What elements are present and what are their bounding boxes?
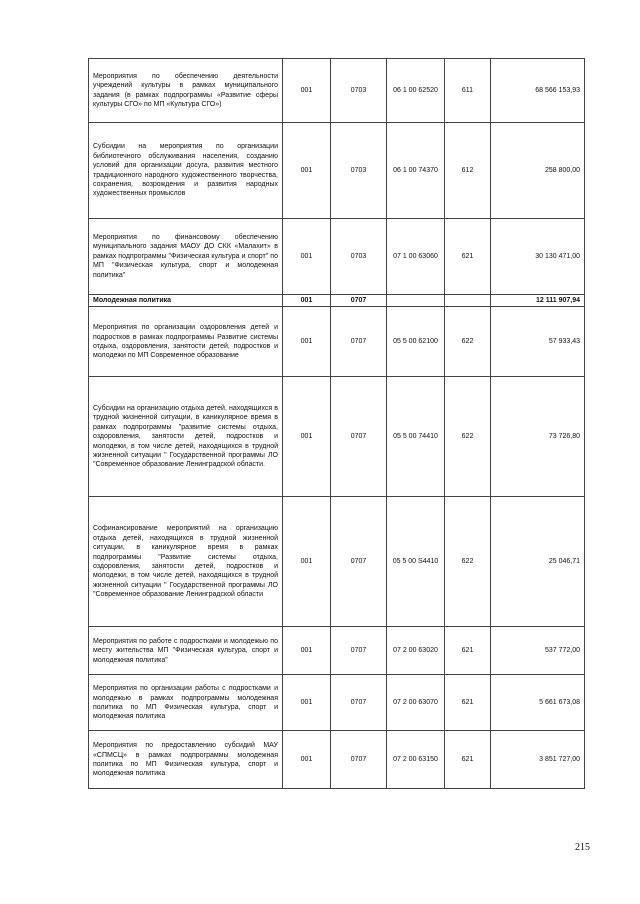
row-amount: 537 772,00	[491, 627, 585, 675]
row-section: 0707	[331, 675, 387, 731]
table-row-section-header	[89, 295, 585, 307]
table-row	[89, 219, 585, 295]
row-type: 621	[445, 627, 491, 675]
row-name: Мероприятия по предоставлению субсидий МАУ «СПМСЦ» в рамках подпрограммы молодежная политика по МП Физическая культура, спорт и молодежная политика	[89, 731, 283, 789]
row-target: 07 2 00 63070	[387, 675, 445, 731]
row-name: Субсидии на организацию отдыха детей, находящихся в трудной жизненной ситуации, в каникулярное время в рамках подпрограммы "развитие системы отдыха, оздоровления, занятости детей, подростков и молодежи, в том числе детей, находящихся в трудной жизненной ситуации " Государственной программы ЛО "Современное образование Ленинградской области.	[89, 377, 283, 497]
row-type: 622	[445, 307, 491, 377]
row-target: 07 2 00 63150	[387, 731, 445, 789]
row-type: 621	[445, 675, 491, 731]
budget-table	[88, 58, 585, 789]
row-amount: 258 800,00	[491, 123, 585, 219]
table-row	[89, 123, 585, 219]
row-amount: 3 851 727,00	[491, 731, 585, 789]
row-name: Софинансирование мероприятий на организацию отдыха детей, находящихся в трудной жизненной ситуации, в каникулярное время в рамках подпрограммы "Развитие системы отдыха, оздоровления, занятости детей, подростков и молодежи, в том числе детей, находящихся в трудной жизненной ситуации " Государственной программы ЛО "Современное образование Ленинградской области	[89, 497, 283, 627]
table-row	[89, 731, 585, 789]
row-grbs: 001	[283, 123, 331, 219]
table-row	[89, 59, 585, 123]
row-type: 622	[445, 497, 491, 627]
row-target: 07 2 00 63020	[387, 627, 445, 675]
row-target: 06 1 00 74370	[387, 123, 445, 219]
page-number: 215	[575, 842, 590, 853]
row-grbs: 001	[283, 731, 331, 789]
row-target: 07 1 00 63060	[387, 219, 445, 295]
row-type: 622	[445, 377, 491, 497]
row-section: 0707	[331, 295, 387, 307]
row-name: Мероприятия по организации оздоровления детей и подростков в рамках подпрограммы Развитие системы отдыха, оздоровления, занятости детей, подростков и молодежи по МП Современное образование	[89, 307, 283, 377]
row-amount: 68 566 153,93	[491, 59, 585, 123]
row-grbs: 001	[283, 219, 331, 295]
row-section: 0707	[331, 627, 387, 675]
table-row	[89, 675, 585, 731]
row-type: 621	[445, 219, 491, 295]
row-target: 05 5 00 S4410	[387, 497, 445, 627]
row-section: 0707	[331, 731, 387, 789]
row-section: 0703	[331, 123, 387, 219]
row-name: Молодежная политика	[89, 295, 283, 307]
row-grbs: 001	[283, 497, 331, 627]
row-section: 0703	[331, 219, 387, 295]
row-amount: 25 046,71	[491, 497, 585, 627]
row-type: 612	[445, 123, 491, 219]
row-grbs: 001	[283, 675, 331, 731]
row-grbs: 001	[283, 377, 331, 497]
row-amount: 57 933,43	[491, 307, 585, 377]
row-name: Субсидии на мероприятия по организации библиотечного обслуживания населения, созданию условий для организации досуга, развития местного традиционного народного художественного творчества, сохранения, возрождения и развития народных художественных промыслов	[89, 123, 283, 219]
row-type	[445, 295, 491, 307]
row-section: 0703	[331, 59, 387, 123]
row-grbs: 001	[283, 295, 331, 307]
row-target: 06 1 00 62520	[387, 59, 445, 123]
row-amount: 12 111 907,94	[491, 295, 585, 307]
table-row	[89, 497, 585, 627]
row-grbs: 001	[283, 307, 331, 377]
row-amount: 5 661 673,08	[491, 675, 585, 731]
table-row	[89, 377, 585, 497]
row-target: 05 5 00 74410	[387, 377, 445, 497]
row-amount: 73 726,80	[491, 377, 585, 497]
row-name: Мероприятия по организации работы с подростками и молодежью в рамках подпрограммы молодежная политика по МП Физическая культура, спорт и молодежная политика	[89, 675, 283, 731]
row-target: 05 5 00 62100	[387, 307, 445, 377]
row-name: Мероприятия по работе с подростками и молодежью по месту жительства МП "Физическая культура, спорт и молодежная политика"	[89, 627, 283, 675]
row-target	[387, 295, 445, 307]
table-row	[89, 307, 585, 377]
row-type: 611	[445, 59, 491, 123]
row-name: Мероприятия по обеспечению деятельности учреждений культуры в рамках муниципального задания (в рамках подпрограммы «Развитие сферы культуры СГО» по МП «Культура СГО»)	[89, 59, 283, 123]
row-section: 0707	[331, 497, 387, 627]
row-section: 0707	[331, 307, 387, 377]
row-name: Мероприятия по финансовому обеспечению муниципального задания МАОУ ДО СКК «Малахит» в рамках подпрограммы "Физическая культура и спорт" по МП "Физическая культура, спорт и молодежная политика"	[89, 219, 283, 295]
row-grbs: 001	[283, 59, 331, 123]
row-type: 621	[445, 731, 491, 789]
table-row	[89, 627, 585, 675]
row-grbs: 001	[283, 627, 331, 675]
row-amount: 30 130 471,00	[491, 219, 585, 295]
row-section: 0707	[331, 377, 387, 497]
